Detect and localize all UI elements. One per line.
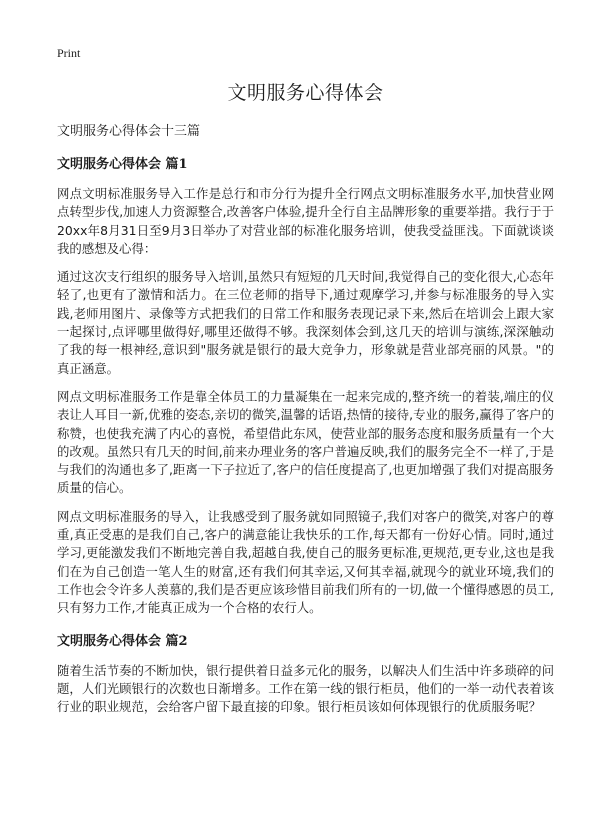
paragraph-1-1: 网点文明标准服务导入工作是总行和市分行为提升全行网点文明标准服务水平,加快营业网点转型步伐,加速人力资源整合,改善客户体验,提升全行自主品牌形象的重要举措。我行于于20xx年8月31日至9月3日举办了对营业部的标准化服务培训，使我受益匪浅。下面就谈谈我的感想及心得： [57,186,554,256]
section-heading-2: 文明服务心得体会 篇2 [57,633,188,649]
document-subtitle: 文明服务心得体会十三篇 [57,124,201,139]
paragraph-1-2: 通过这次支行组织的服务导入培训,虽然只有短短的几天时间,我觉得自己的变化很大,心态年轻了,也更有了激情和活力。在三位老师的指导下,通过观摩学习,并参与标准服务的导入实践,老师用图片、录像等方式把我们的日常工作和服务表现记录下来,然后在培训会上跟大家一起探讨,点评哪里做得好,哪里还做得不够。我深刻体会到,这几天的培训与演练,深深触动了我的每一根神经,意识到"服务就是银行的最大竞争力，形象就是营业部亮丽的风景。"的真正涵意。 [57,269,554,376]
section-heading-1: 文明服务心得体会 篇1 [57,157,188,172]
print-link[interactable]: Print [57,46,81,60]
paragraph-1-3: 网点文明标准服务工作是靠全体员工的力量凝集在一起来完成的,整齐统一的着装,端庄的仪表让人耳目一新,优雅的姿态,亲切的微笑,温馨的话语,热情的接待,专业的服务,赢得了客户的称赞，也使我充满了内心的喜悦，希望借此东风，使营业部的服务态度和服务质量有一个大的改观。虽然只有几天的时间,前来办理业务的客户普遍反映,我们的服务完全不一样了,于是与我们的沟通也多了,距离一下子拉近了,客户的信任度提高了,也更加增强了我们对提高服务质量的信心。 [57,388,554,496]
paragraph-2-1: 随着生活节奏的不断加快，银行提供着日益多元化的服务，以解决人们生活中许多琐碎的问题，人们光顾银行的次数也日渐增多。工作在第一线的银行柜员，他们的一举一动代表着该行业的职业规范，会给客户留下最直接的印象。银行柜员该如何体现银行的优质服务呢？ [57,662,554,715]
paragraph-1-4: 网点文明标准服务的导入，让我感受到了服务就如同照镜子,我们对客户的微笑,对客户的尊重,真正受惠的是我们自己,客户的满意能让我快乐的工作,每天都有一份好心情。同时,通过学习,更能激发我们不断地完善自我,超越自我,使自己的服务更标准,更规范,更专业,这也是我们在为自己创造一笔人生的财富,还有我们何其幸运,又何其幸福,就现今的就业环境,我们的工作也会令许多人羡慕的,我们是否更应该珍惜目前我们所有的一切,做一个懂得感恩的员工,只有努力工作,才能真正成为一个合格的农行人。 [57,508,554,616]
page-title: 文明服务心得体会 [227,82,384,104]
